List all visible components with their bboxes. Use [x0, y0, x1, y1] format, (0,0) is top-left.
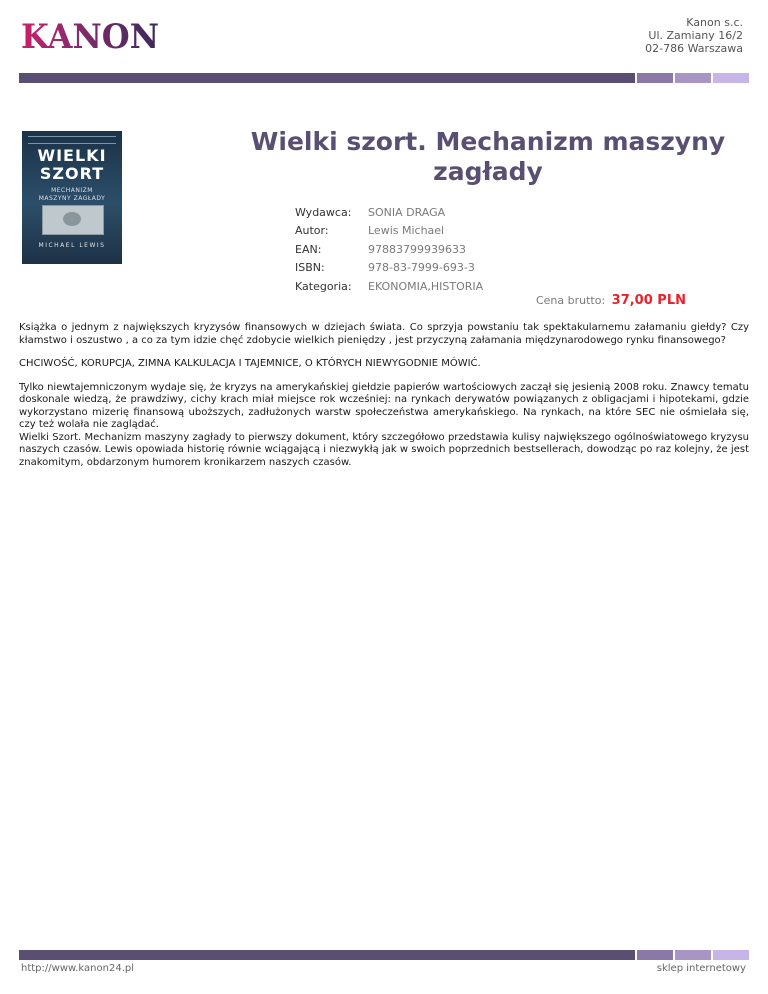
company-street: Ul. Zamiany 16/2 — [648, 29, 743, 42]
detail-value: 978-83-7999-693-3 — [368, 261, 475, 274]
product-description — [19, 322, 749, 480]
detail-row-isbn — [295, 259, 483, 277]
detail-label: EAN: — [295, 242, 322, 256]
detail-label: ISBN: — [295, 261, 325, 274]
detail-value: Lewis Michael — [368, 224, 445, 237]
footer-website-link[interactable]: http://www.kanon24.pl — [21, 963, 134, 974]
price-block — [536, 293, 686, 308]
description-paragraph: Książka o jednym z największych kryzysów finansowych w dziejach świata. Co sprzyja powstaniu tak spektakularnemu załamaniu giełdy? Czy kłamstwo i oszustwo , a co za tym idzie chęć zdobycie wielkich pieniędzy , jest przyczyną załamania międzynarodowego rynku finansowego? — [19, 322, 749, 346]
cover-author: MICHAEL LEWIS — [38, 242, 106, 249]
detail-value: 97883799939633 — [368, 242, 466, 256]
detail-row-publisher — [295, 203, 483, 221]
logo-text: KANON — [21, 18, 159, 52]
footer-shop-label: sklep internetowy — [656, 963, 746, 974]
detail-label: Autor: — [295, 224, 329, 237]
cover-banknote-illustration — [42, 205, 104, 235]
detail-value: SONIA DRAGA — [368, 205, 446, 219]
detail-label: Wydawca: — [295, 205, 352, 219]
company-city: 02-786 Warszawa — [645, 42, 743, 55]
detail-row-author — [295, 222, 483, 240]
kanon-logo[interactable] — [21, 18, 161, 56]
detail-row-category — [295, 277, 483, 295]
company-address — [645, 16, 743, 55]
footer-divider — [19, 950, 749, 960]
description-tagline: CHCIWOŚĆ, KORUPCJA, ZIMNA KALKULACJA I TAJEMNICE, O KTÓRYCH NIEWYGODNIE MÓWIĆ. — [19, 358, 481, 369]
price-label: Cena brutto: — [535, 294, 606, 307]
detail-value: EKONOMIA,HISTORIA — [368, 279, 484, 293]
book-cover-image — [22, 131, 122, 264]
company-name: Kanon s.c. — [686, 16, 743, 29]
product-details — [295, 203, 483, 296]
price-amount: 37,00 PLN — [611, 293, 686, 308]
product-title: Wielki szort. Mechanizm maszyny zagłady — [250, 127, 726, 186]
cover-title: WIELKI SZORT — [37, 146, 107, 183]
detail-label: Kategoria: — [295, 279, 352, 293]
header-divider — [19, 73, 749, 83]
detail-row-ean — [295, 240, 483, 258]
description-paragraph: Tylko niewtajemniczonym wydaje się, że kryzys na amerykańskiej giełdzie papierów wartościowych zaczął się jesienią 2008 roku. Znawcy tematu doskonale wiedzą, że prawdziwy, cichy krach miał miejsce rok wcześniej: na rynkach derywatów powiązanych z obligacjami i hipotekami, gdzie wykorzystano mizerię finansową uboższych, zadłużonych warstw społeczeństwa amerykańskiego. Na rynkach, na które SEC nie ośmielała się, czy też wolała nie zaglądać. Wielki Szort. Mechanizm maszyny zagłady to pierwszy dokument, który szczegółowo przedstawia kulisy największego ogólnoświatowego kryzysu naszych czasów. Lewis opowiada historię równie wciągającą i niezwykłą jak w swoich poprzednich bestsellerach, dowodząc po raz kolejny, że jest znakomitym, obdarzonym humorem kronikarzem naszych czasów. — [19, 381, 749, 468]
cover-subtitle: MECHANIZM MASZYNY ZAGŁADY — [38, 187, 106, 202]
